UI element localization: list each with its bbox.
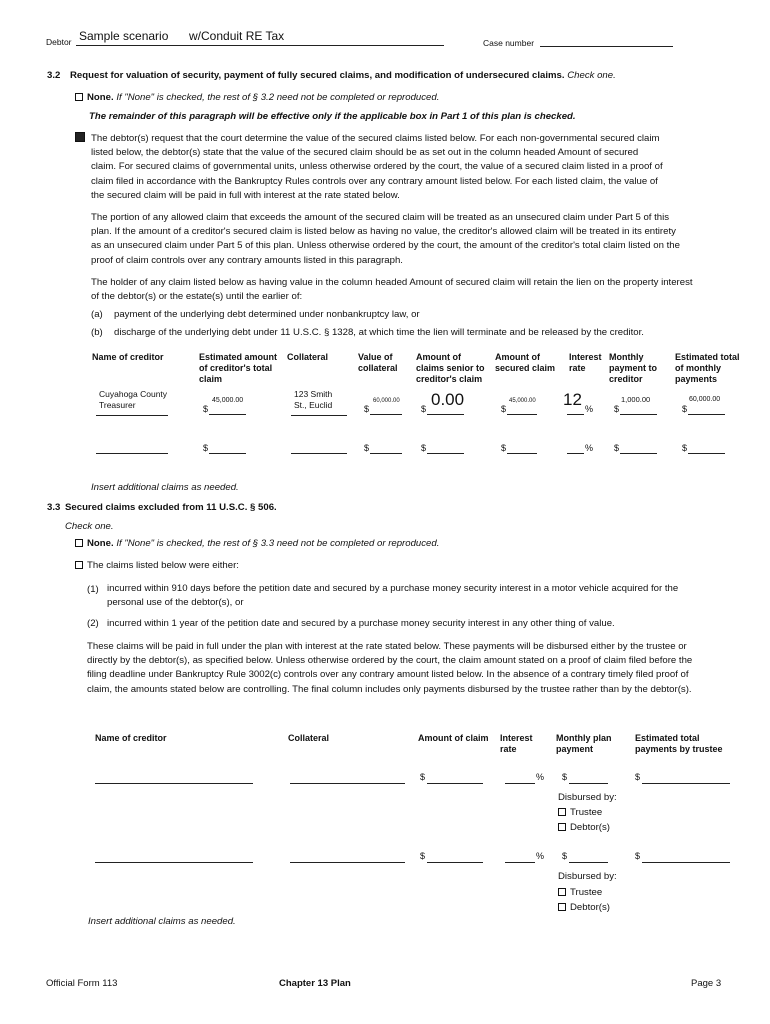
th-line: of creditor's total [199, 363, 273, 373]
item-b-number: (b) [91, 327, 103, 338]
insert-claims-note-3-2: Insert additional claims as needed. [91, 482, 239, 493]
row1-creditor-line [96, 415, 168, 416]
th-line: Interest [569, 352, 602, 362]
row1-monthly-field[interactable]: 1,000.00 [621, 395, 651, 404]
col-collateral: Collateral [287, 352, 329, 362]
text-line: claim. For secured claims of governmental units, unless otherwise ordered by the court, the value of a secured claim listed in a proof of [91, 161, 663, 173]
row2-monthly-field[interactable] [620, 453, 657, 454]
th-line: claim [199, 374, 223, 384]
trustee-checkbox-1[interactable] [558, 808, 566, 816]
row2-collateral-field[interactable] [291, 453, 347, 454]
row2-est-amount-field[interactable] [209, 453, 246, 454]
th-line: Amount of [416, 352, 461, 362]
check-one-label-3-3: Check one. [65, 521, 114, 532]
row2-senior-field[interactable] [427, 453, 464, 454]
row1-est-total-field[interactable]: 60,000.00 [689, 396, 721, 403]
th-line: rate [569, 363, 586, 373]
none-text-3-2: If "None" is checked, the rest of § 3.2 need not be completed or reproduced. [116, 92, 440, 103]
trustee-label-1: Trustee [570, 807, 603, 818]
footer-page-number: Page 3 [691, 978, 722, 989]
row1-est-amount-dollar: $ [203, 404, 209, 414]
row33-2-total-field[interactable] [642, 862, 730, 863]
debtors-option-1[interactable] [558, 822, 610, 833]
col33-amount-of-claim: Amount of claim [418, 733, 489, 743]
none-option-3-3[interactable] [75, 538, 439, 549]
debtors-label-2: Debtor(s) [570, 902, 610, 913]
valuation-paragraph-2 [91, 211, 680, 268]
row33-1-monthly-dollar: $ [562, 772, 568, 782]
col-monthly-payment [609, 352, 657, 385]
th-line: payment [556, 744, 594, 754]
row33-1-rate-percent: % [536, 772, 545, 782]
none-option-3-2[interactable] [75, 92, 439, 103]
none-text-3-3: If "None" is checked, the rest of § 3.3 need not be completed or reproduced. [116, 538, 440, 549]
cell-line: 123 Smith [294, 389, 333, 399]
section-3-3-title: Secured claims excluded from 11 U.S.C. § 506. [65, 502, 277, 513]
row33-2-amount-field[interactable] [427, 862, 483, 863]
row33-2-collateral-field[interactable] [290, 862, 405, 863]
row33-1-collateral-field[interactable] [290, 783, 405, 784]
th-line: payments [675, 374, 718, 384]
row2-secured-dollar: $ [501, 443, 507, 453]
row1-creditor-field[interactable] [99, 389, 167, 411]
col-interest-rate [569, 352, 602, 374]
item-b-text: discharge of the underlying debt under 11 U.S.C. § 1328, at which time the lien will terminate and be released by the creditor. [114, 327, 644, 338]
row2-monthly-dollar: $ [614, 443, 620, 453]
row2-value-field[interactable] [370, 453, 402, 454]
item-2-number: (2) [87, 618, 99, 629]
row33-2-creditor-field[interactable] [95, 862, 253, 863]
row1-collateral-line [291, 415, 347, 416]
excluded-claims-paragraph [87, 640, 692, 697]
row33-1-rate-field[interactable] [505, 783, 535, 784]
none-label-3-2: None. [87, 92, 114, 103]
col33-interest-rate [500, 733, 533, 755]
th-line: creditor [609, 374, 643, 384]
th-line: Monthly plan [556, 733, 612, 743]
row33-2-monthly-dollar: $ [562, 851, 568, 861]
row2-est-amount-dollar: $ [203, 443, 209, 453]
cell-line: St., Euclid [294, 400, 333, 410]
text-line: personal use of the debtor(s), or [107, 597, 244, 609]
row2-senior-dollar: $ [421, 443, 427, 453]
text-line: directly by the debtor(s), as specified below. Unless otherwise ordered by the court, the claim amount stated on a proof of claim filed before the [87, 655, 693, 667]
col-name-of-creditor: Name of creditor [92, 352, 164, 362]
th-line: Estimated total [635, 733, 700, 743]
row1-est-amount-field[interactable]: 45,000.00 [212, 397, 244, 404]
row1-secured-line [507, 414, 537, 415]
item-a-number: (a) [91, 309, 103, 320]
text-line: The holder of any claim listed below as having value in the column headed Amount of secured claim will retain the lien on the property interest [91, 277, 693, 288]
remainder-note: The remainder of this paragraph will be effective only if the applicable box in Part 1 of this plan is checked. [89, 111, 576, 122]
text-line: as an unsecured claim under Part 5 of this plan. Unless otherwise ordered by the court, the amount of the creditor's total claim listed on the [91, 240, 680, 252]
disbursed-by-label-1: Disbursed by: [558, 792, 617, 803]
row1-rate-percent: % [585, 404, 594, 414]
valuation-paragraph-1 [91, 132, 663, 203]
footer-form-name: Official Form 113 [46, 978, 118, 989]
insert-claims-note-3-3: Insert additional claims as needed. [88, 916, 236, 927]
debtors-label-1: Debtor(s) [570, 822, 610, 833]
row33-2-total-dollar: $ [635, 851, 641, 861]
row2-est-total-dollar: $ [682, 443, 688, 453]
row33-1-creditor-field[interactable] [95, 783, 253, 784]
case-number-label: Case number [483, 38, 535, 48]
section-3-2-number: 3.2 [47, 70, 61, 81]
row1-collateral-field[interactable] [294, 389, 332, 411]
row1-est-total-dollar: $ [682, 404, 688, 414]
th-line: payment to [609, 363, 658, 373]
row2-value-dollar: $ [364, 443, 370, 453]
col-secured-claim [495, 352, 555, 374]
text-line: listed below, the debtor(s) state that the value of the secured claim should be as set out in the column headed Amount of secured [91, 147, 639, 159]
debtor-name-line [76, 45, 444, 46]
th-line: Interest [500, 733, 533, 743]
th-line: claims senior to [416, 363, 485, 373]
none-checkbox-3-2[interactable] [75, 93, 83, 101]
trustee-option-2[interactable] [558, 887, 602, 898]
th-line: collateral [358, 363, 398, 373]
trustee-option-1[interactable] [558, 807, 602, 818]
text-line: the secured claim will be paid in full with interest at the rate stated below. [91, 189, 400, 201]
col-estimated-total [675, 352, 740, 385]
debtor-name-field[interactable]: Sample scenario [79, 29, 169, 43]
none-label-3-3: None. [87, 538, 114, 549]
th-line: rate [500, 744, 517, 754]
row2-rate-percent: % [585, 443, 594, 453]
row1-monthly-dollar: $ [614, 404, 620, 414]
row1-secured-dollar: $ [501, 404, 507, 414]
item-a-text: payment of the underlying debt determined under nonbankruptcy law, or [114, 309, 420, 320]
row1-value-dollar: $ [364, 404, 370, 414]
listed-text-3-3: The claims listed below were either: [87, 560, 239, 571]
text-line: filing deadline under Bankruptcy Rule 3002(c) controls over any contrary amount listed below. In the absence of a contrary timely filed proof of [87, 669, 689, 681]
footer-title: Chapter 13 Plan [279, 978, 351, 989]
text-line: incurred within 910 days before the petition date and secured by a purchase money security interest in a motor vehicle acquired for the [107, 583, 679, 594]
col-estimated-amount [199, 352, 277, 385]
cell-line: Treasurer [99, 400, 136, 410]
text-line: The portion of any allowed claim that exceeds the amount of the secured claim will be treated as an unsecured claim under Part 5 of this [91, 212, 670, 223]
col33-collateral: Collateral [288, 733, 330, 743]
row2-secured-field[interactable] [507, 453, 537, 454]
th-line: Monthly [609, 352, 644, 362]
row2-rate-field[interactable] [567, 453, 584, 454]
text-line: of the debtor(s) or the estate(s) until the earlier of: [91, 291, 303, 303]
row1-rate-line [567, 414, 584, 415]
th-line: Amount of [495, 352, 540, 362]
row1-monthly-line [620, 414, 657, 415]
debtor-name-field-2[interactable]: w/Conduit RE Tax [189, 29, 285, 43]
debtors-checkbox-1[interactable] [558, 823, 566, 831]
item-1-number: (1) [87, 584, 99, 595]
check-one-label: Check one. [567, 70, 616, 81]
row33-1-amount-field[interactable] [427, 783, 483, 784]
section-3-2-heading [70, 70, 616, 81]
none-checkbox-3-3[interactable] [75, 539, 83, 547]
col33-monthly-payment [556, 733, 612, 755]
row33-1-total-dollar: $ [635, 772, 641, 782]
row1-senior-dollar: $ [421, 404, 427, 414]
item-2-text: incurred within 1 year of the petition date and secured by a purchase money security interest in any other thing of value. [107, 618, 615, 629]
row1-rate-field[interactable]: 12 [563, 390, 582, 409]
listed-checkbox-3-3[interactable] [75, 561, 83, 569]
col33-estimated-total [635, 733, 723, 755]
row33-2-monthly-field[interactable] [569, 862, 608, 863]
row33-1-monthly-field[interactable] [569, 783, 608, 784]
row2-est-total-field[interactable] [688, 453, 725, 454]
section-3-3-number: 3.3 [47, 502, 61, 513]
row1-est-total-line [688, 414, 725, 415]
text-line: The debtor(s) request that the court determine the value of the secured claims listed below. For each non-governmental secured claim [91, 133, 660, 144]
listed-option-3-3[interactable] [75, 560, 239, 571]
row33-2-amount-dollar: $ [420, 851, 426, 861]
row33-1-total-field[interactable] [642, 783, 730, 784]
trustee-checkbox-2[interactable] [558, 888, 566, 896]
col-claims-senior [416, 352, 485, 385]
row1-est-amount-line [209, 414, 246, 415]
debtors-checkbox-2[interactable] [558, 903, 566, 911]
text-line: proof of claim controls over any contrary amounts listed in this paragraph. [91, 254, 403, 266]
th-line: of monthly [675, 363, 721, 373]
case-number-field[interactable] [540, 46, 673, 47]
col33-name-of-creditor: Name of creditor [95, 733, 167, 743]
text-line: These claims will be paid in full under the plan with interest at the rate stated below. These payments will be disbursed either by the trustee or [87, 641, 687, 652]
th-line: secured claim [495, 363, 556, 373]
th-line: payments by trustee [635, 744, 723, 754]
disbursed-by-label-2: Disbursed by: [558, 871, 617, 882]
text-line: claim, the amounts stated below are controlling. The final column includes only payments disbursed by the trustee rather than by the debtor(s). [87, 683, 692, 695]
row33-2-rate-field[interactable] [505, 862, 535, 863]
th-line: Value of [358, 352, 393, 362]
th-line: Estimated total [675, 352, 740, 362]
item-1-text [107, 582, 678, 610]
row33-1-amount-dollar: $ [420, 772, 426, 782]
th-line: Estimated amount [199, 352, 278, 362]
text-line: claim filed in accordance with the Bankruptcy Rules controls over any contrary amount listed below. For each listed claim, the value of [91, 175, 658, 187]
row1-secured-field[interactable]: 45,000.00 [509, 398, 536, 404]
row1-value-line [370, 414, 402, 415]
debtors-option-2[interactable] [558, 902, 610, 913]
row1-senior-line [427, 414, 464, 415]
row1-senior-field[interactable]: 0.00 [431, 390, 465, 409]
valuation-checkbox-checked[interactable] [75, 132, 85, 142]
debtor-label: Debtor [46, 37, 72, 47]
row2-creditor-field[interactable] [96, 453, 168, 454]
row33-2-rate-percent: % [536, 851, 545, 861]
cell-line: Cuyahoga County [99, 389, 168, 399]
text-line: plan. If the amount of a creditor's secured claim is listed below as having no value, the creditor's allowed claim will be treated in its entirety [91, 226, 676, 238]
trustee-label-2: Trustee [570, 887, 603, 898]
valuation-paragraph-3 [91, 276, 693, 304]
th-line: creditor's claim [416, 374, 483, 384]
row1-value-field[interactable]: 60,000.00 [373, 398, 400, 404]
section-3-2-title: Request for valuation of security, payment of fully secured claims, and modification of undersecured claims. [70, 70, 565, 81]
col-value-of-collateral [358, 352, 398, 374]
